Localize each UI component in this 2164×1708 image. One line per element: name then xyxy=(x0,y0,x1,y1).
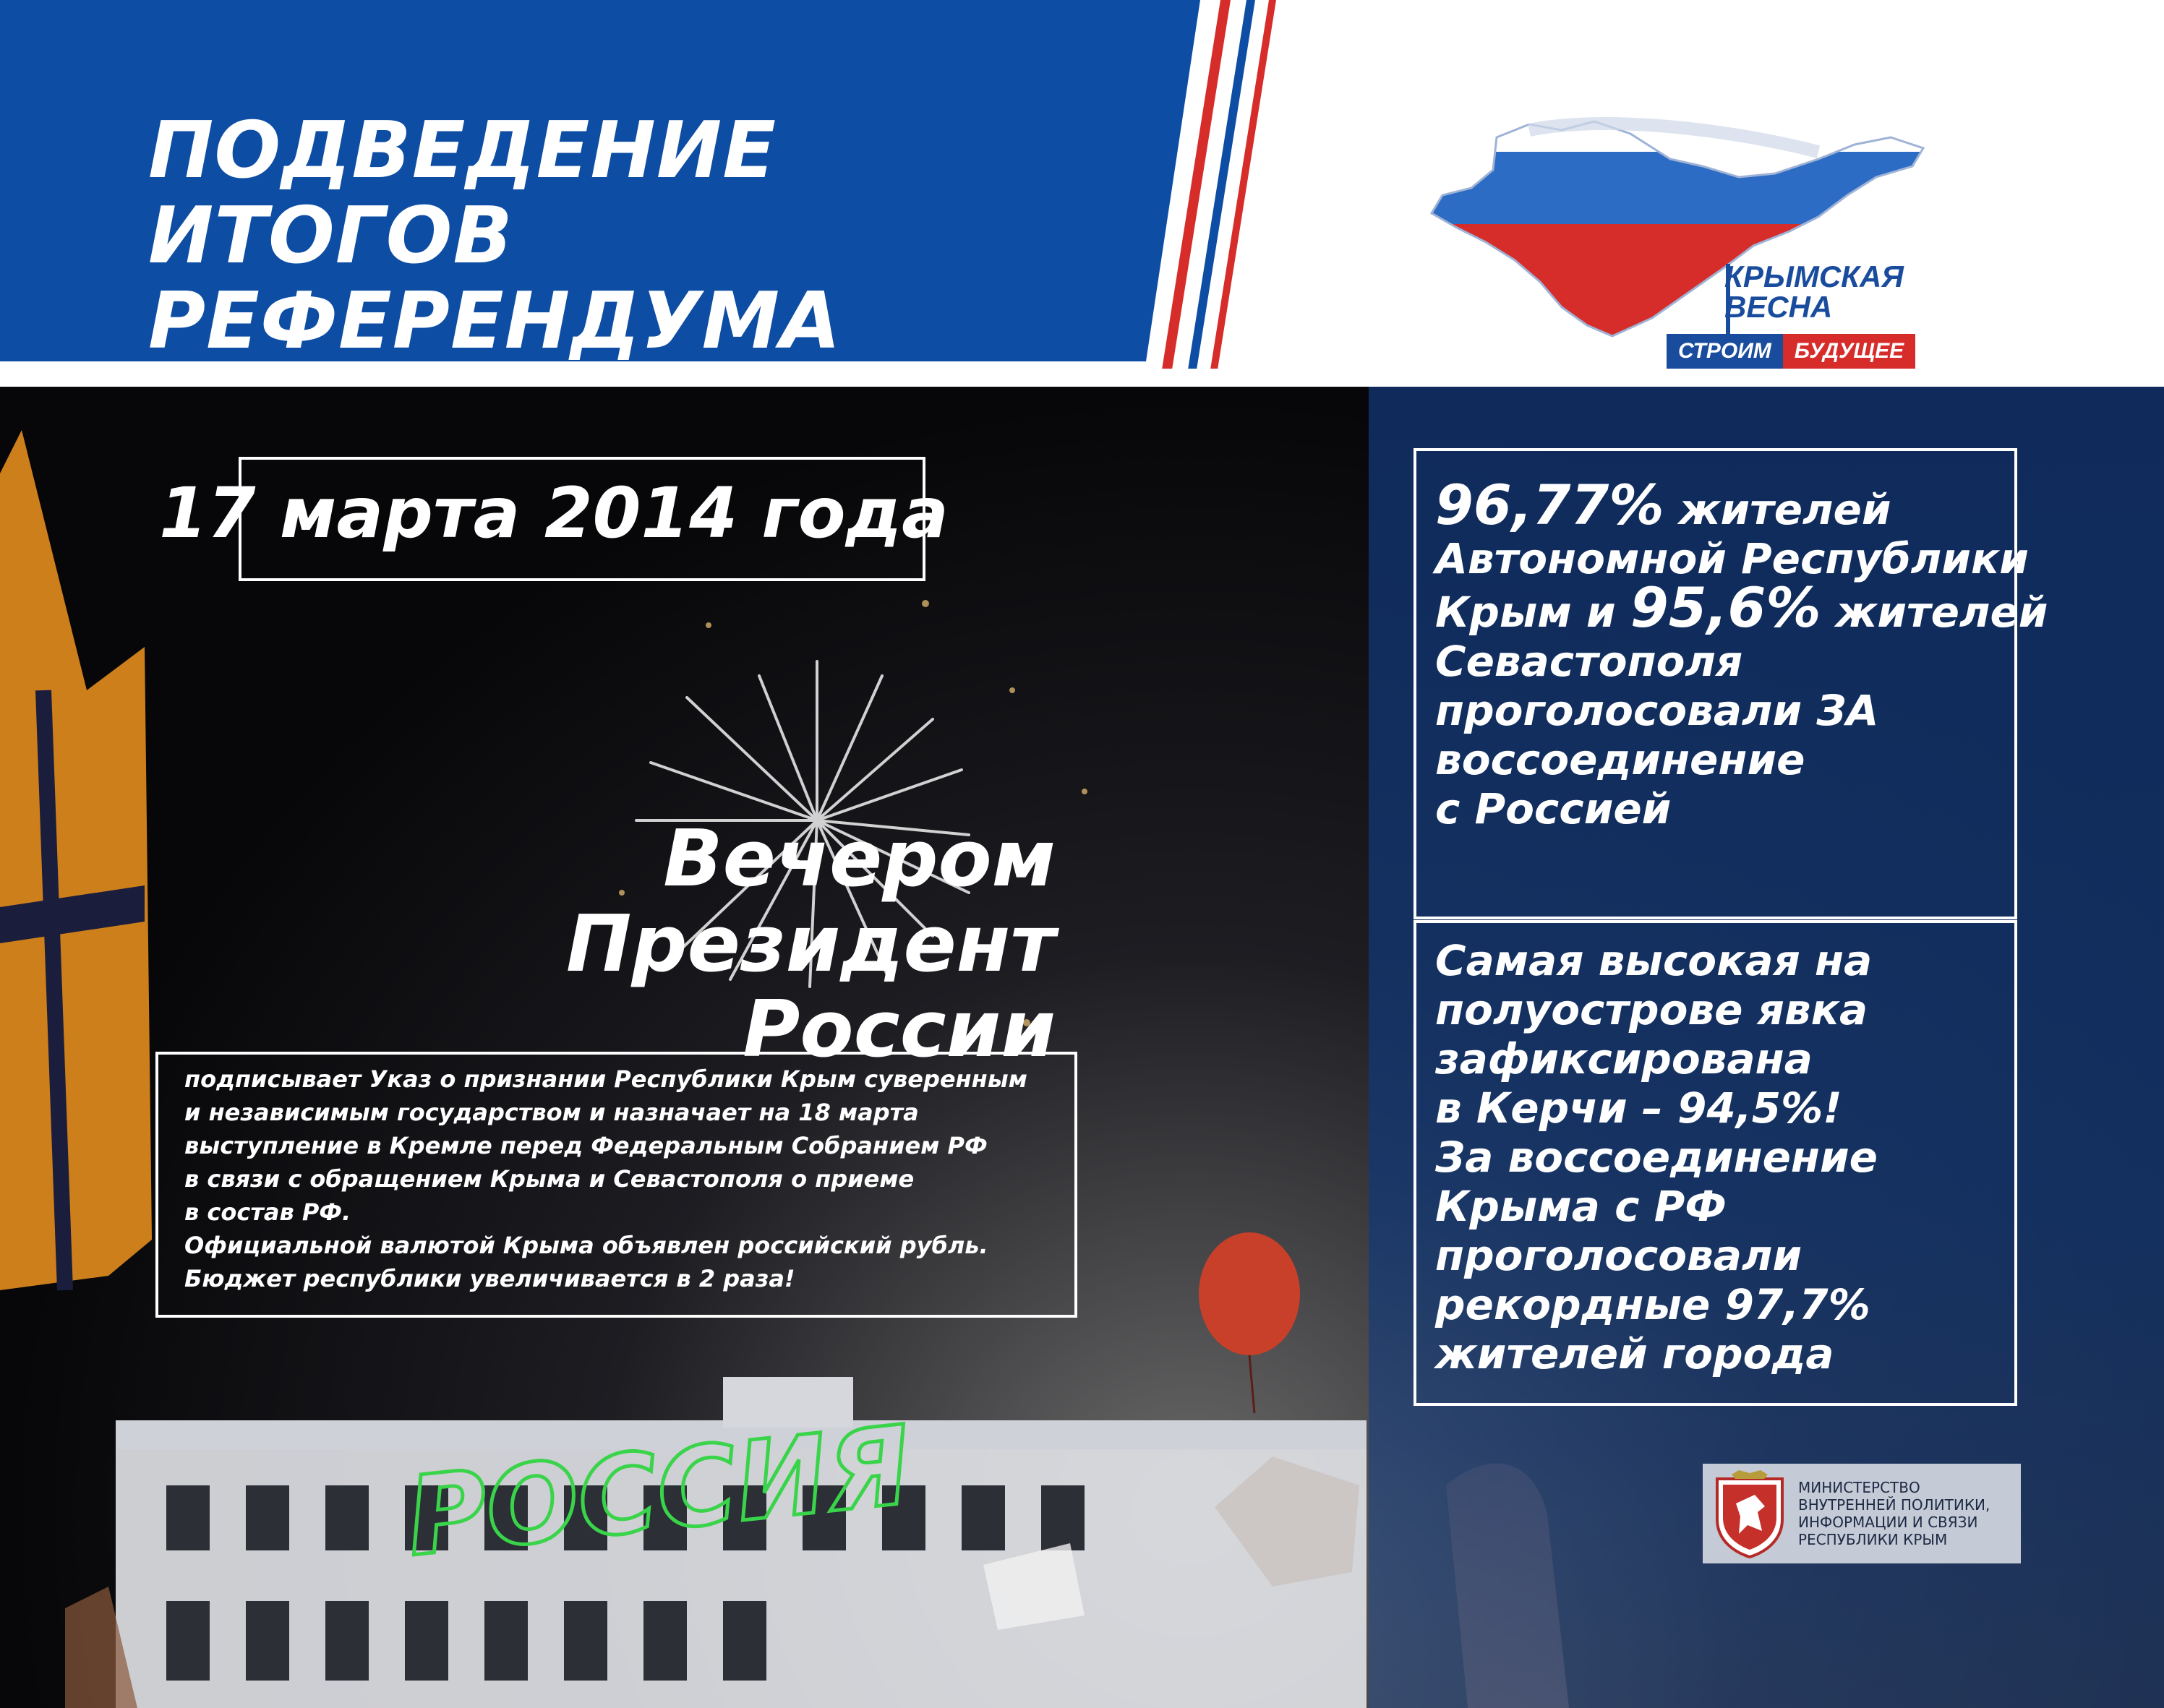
page-title xyxy=(148,108,842,364)
stat1-line-6: воссоединение xyxy=(1435,735,1805,784)
stat2-line: За воссоединение xyxy=(1435,1133,1878,1182)
stat1-line-1 xyxy=(1435,473,2014,537)
logo-tagline-right: БУДУЩЕЕ xyxy=(1783,334,1915,369)
ministry-line: РЕСПУБЛИКИ КРЫМ xyxy=(1798,1531,1948,1548)
header xyxy=(0,0,2164,387)
decree-text xyxy=(184,1063,1066,1295)
logo-name xyxy=(1724,259,1904,324)
decree-line: Официальной валютой Крыма объявлен российский рубль. xyxy=(184,1232,988,1259)
logo-tagline xyxy=(1667,334,1915,369)
stat1-pct-crimea: 96,77% xyxy=(1435,473,1664,537)
stat2-line: рекордные 97,7% xyxy=(1435,1280,1870,1329)
stat2-line: полуострове явка xyxy=(1435,985,1868,1034)
title-line-2: ИТОГОВ xyxy=(148,191,513,281)
title-line-3: РЕФЕРЕНДУМА xyxy=(148,276,842,366)
logo-tagline-left: СТРОИМ xyxy=(1667,334,1783,369)
stat1-line-4: Севастополя xyxy=(1435,637,1743,686)
stat1-line-2: Автономной Республики xyxy=(1435,534,2029,583)
stat1-line-3 xyxy=(1435,575,2048,640)
decree-line: в состав РФ. xyxy=(184,1198,351,1226)
ministry-name xyxy=(1798,1479,1990,1548)
stat2-line: Крыма с РФ xyxy=(1435,1182,1727,1231)
decree-line: выступление в Кремле перед Федеральным Собранием РФ xyxy=(184,1132,988,1159)
crimea-coat-of-arms-icon xyxy=(1710,1469,1789,1558)
ministry-line: ИНФОРМАЦИИ И СВЯЗИ xyxy=(1798,1514,1978,1531)
president-line-1: Вечером xyxy=(663,814,1056,904)
stat1-line-7: с Россией xyxy=(1435,784,1672,833)
stat2-line: проголосовали xyxy=(1435,1231,1802,1280)
background-photo xyxy=(0,387,2164,1708)
president-heading xyxy=(506,814,1056,1075)
photo-sign: РОССИЯ xyxy=(401,1402,917,1581)
date-heading: 17 марта 2014 года xyxy=(159,473,949,554)
stat1-line-3-start: Крым и xyxy=(1435,588,1630,637)
stat1-text xyxy=(1435,473,2048,833)
president-line-2: Президент xyxy=(565,899,1056,990)
stat2-line: зафиксирована xyxy=(1435,1034,1813,1083)
decree-line: Бюджет республики увеличивается в 2 раза! xyxy=(184,1265,795,1292)
ministry-line: МИНИСТЕРСТВО xyxy=(1798,1479,1920,1496)
stat2-line: жителей города xyxy=(1435,1329,1834,1378)
decree-line: и независимым государством и назначает на 18 марта xyxy=(184,1099,919,1126)
stat1-line-3-rest: жителей xyxy=(1821,588,2048,637)
stat2-text xyxy=(1435,936,2014,1378)
stat1-line-5: проголосовали ЗА xyxy=(1435,686,1879,735)
stat2-line: Самая высокая на xyxy=(1435,936,1873,985)
ministry-line: ВНУТРЕННЕЙ ПОЛИТИКИ, xyxy=(1798,1496,1990,1514)
ministry-badge xyxy=(1703,1464,2021,1563)
president-line-3: России xyxy=(743,984,1056,1075)
title-line-1: ПОДВЕДЕНИЕ xyxy=(148,106,777,196)
logo-name-line-1: КРЫМСКАЯ xyxy=(1724,259,1904,293)
stat1-pct-sevastopol: 95,6% xyxy=(1630,575,1821,640)
stat1-line-1-rest: жителей xyxy=(1664,485,1891,534)
stat2-line: в Керчи – 94,5%! xyxy=(1435,1083,1842,1133)
decree-line: в связи с обращением Крыма и Севастополя о приеме xyxy=(184,1165,915,1193)
decree-line: подписывает Указ о признании Республики Крым суверенным xyxy=(184,1065,1027,1093)
logo-name-line-2: ВЕСНА xyxy=(1724,290,1833,324)
